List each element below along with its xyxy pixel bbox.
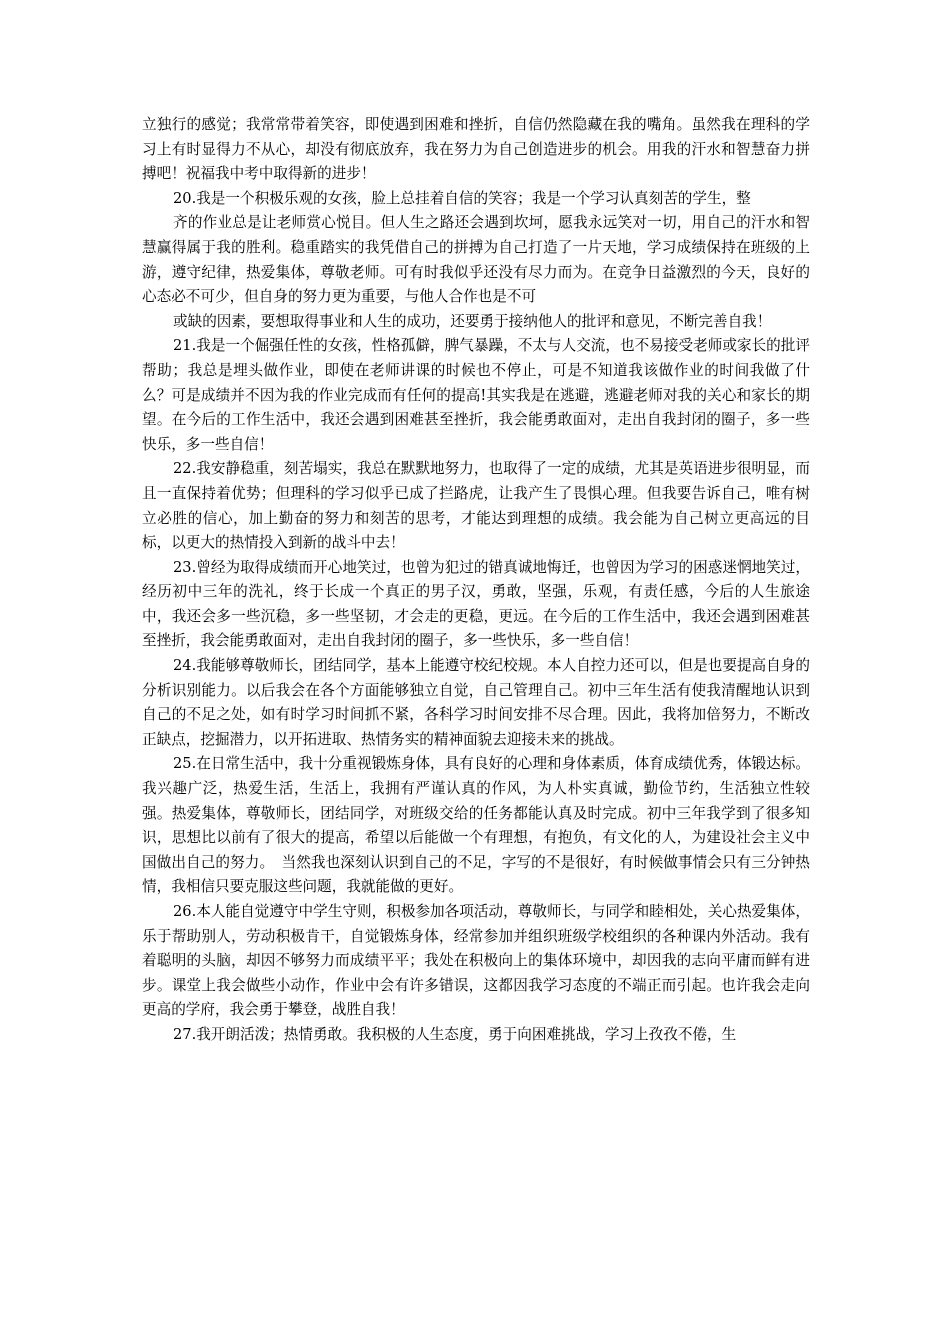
paragraph-26: 26.本人能自觉遵守中学生守则，积极参加各项活动，尊敬师长，与同学和睦相处，关心热爱集体，乐于帮助别人，劳动积极肯干，自觉锻炼身体，经常参加并组织班级学校组织的各种课内外活动。我有着聪明的头脑，却因不够努力而成绩平平；我处在积极向上的集体环境中，却因我的志向平庸而鲜有进步。课堂上我会做些小动作，作业中会有许多错误，这都因我学习态度的不端正而引起。也许我会走向更高的学府，我会勇于攀登，战胜自我！ [142, 903, 810, 1019]
paragraph-continued: 立独行的感觉；我常常带着笑容，即使遇到困难和挫折，自信仍然隐藏在我的嘴角。虽然我在理科的学习上有时显得力不从心，却没有彻底放弃，我在努力为自己创造进步的机会。用我的汗水和智慧奋力拼搏吧！祝福我中考中取得新的进步！ [142, 116, 810, 183]
paragraph-25: 25.在日常生活中，我十分重视锻炼身体，具有良好的心理和身体素质，体育成绩优秀，体锻达标。我兴趣广泛，热爱生活，生活上，我拥有严谨认真的作风，为人朴实真诚，勤俭节约，生活独立性较强。热爱集体，尊敬师长，团结同学，对班级交给的任务都能认真及时完成。初中三年我学到了很多知识，思想比以前有了很大的提高，希望以后能做一个有理想，有抱负，有文化的人，为建设社会主义中国做出自己的努力。 当然我也深刻认识到自己的不足，字写的不是很好，有时候做事情会只有三分钟热情，我相信只要克服这些问题，我就能做的更好。 [142, 755, 810, 896]
paragraph-20-end: 或缺的因素，要想取得事业和人生的成功，还要勇于接纳他人的批评和意见，不断完善自我！ [173, 312, 772, 330]
paragraph-27: 27.我开朗活泼；热情勇敢。我积极的人生态度，勇于向困难挑战，学习上孜孜不倦，生 [173, 1025, 737, 1043]
paragraph-20: 20.我是一个积极乐观的女孩，脸上总挂着自信的笑容；我是一个学习认真刻苦的学生，整 [173, 189, 751, 207]
paragraph-23: 23.曾经为取得成绩而开心地笑过，也曾为犯过的错真诚地悔迁，也曾因为学习的困惑迷惘地笑过，经历初中三年的洗礼，终于长成一个真正的男子汉，勇敢，坚强，乐观，有责任感，今后的人生旅途中，我还会多一些沉稳，多一些坚韧，才会走的更稳，更远。在今后的工作生活中，我还会遇到困难甚至挫折，我会能勇敢面对，走出自我封闭的圈子，多一些快乐，多一些自信！ [142, 558, 810, 650]
document-body [142, 113, 810, 1048]
paragraph-24: 24.我能够尊敬师长，团结同学，基本上能遵守校纪校规。本人自控力还可以，但是也要提高自身的分析识别能力。以后我会在各个方面能够独立自觉，自己管理自己。初中三年生活有使我清醒地认识到自己的不足之处，如有时学习时间抓不紧，各科学习时间安排不尽合理。因此，我将加倍努力，不断改正缺点，挖掘潜力，以开拓进取、热情务实的精神面貌去迎接未来的挑战。 [142, 657, 810, 748]
paragraph-20-continued: 齐的作业总是让老师赏心悦目。但人生之路还会遇到坎坷，愿我永远笑对一切，用自己的汗水和智慧赢得属于我的胜利。稳重踏实的我凭借自己的拼搏为自己打造了一片天地，学习成绩保持在班级的上游，遵守纪律，热爱集体，尊敬老师。可有时我似乎还没有尽力而为。在竞争日益激烈的今天，良好的心态必不可少，但自身的努力更为重要，与他人合作也是不可 [142, 214, 810, 306]
paragraph-22: 22.我安静稳重，刻苦塌实，我总在默默地努力，也取得了一定的成绩，尤其是英语进步很明显，而且一直保持着优势；但理科的学习似乎已成了拦路虎，让我产生了畏惧心理。但我要告诉自己，唯有树立必胜的信心，加上勤奋的努力和刻苦的思考，才能达到理想的成绩。我会能为自己树立更高远的目标，以更大的热情投入到新的战斗中去！ [142, 460, 810, 552]
paragraph-21: 21.我是一个倔强任性的女孩，性格孤僻，脾气暴躁，不太与人交流，也不易接受老师或家长的批评帮助；我总是埋头做作业，即使在老师讲课的时候也不停止，可是不知道我该做作业的时间我做了什么？可是成绩并不因为我的作业完成而有任何的提高!其实我是在逃避，逃避老师对我的关心和家长的期望。在今后的工作生活中，我还会遇到困难甚至挫折，我会能勇敢面对，走出自我封闭的圈子，多一些快乐，多一些自信！ [142, 337, 810, 453]
